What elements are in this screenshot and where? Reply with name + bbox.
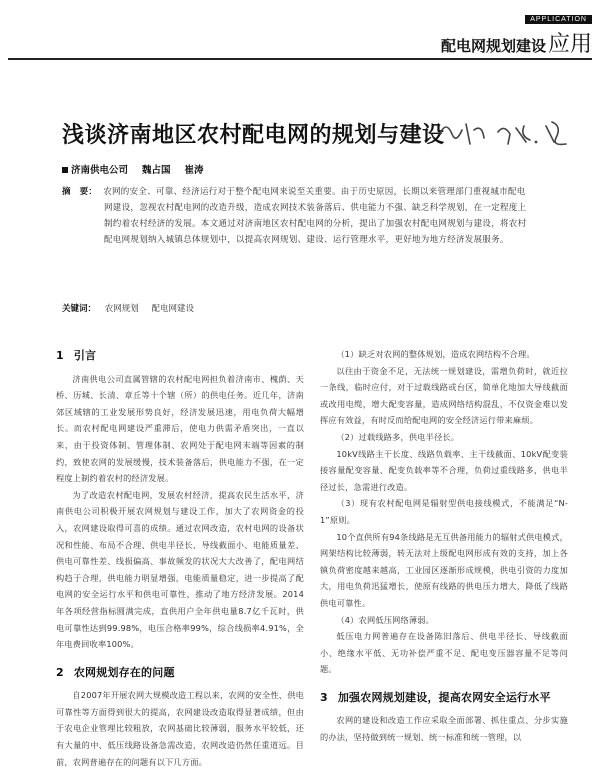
paragraph: 为了改造农村配电网，发展农村经济，提高农民生活水平，济南供电公司积极开展农网规划与建设工作，加大了农网资金的投入，农网建设取得可喜的成绩。通过农网改造，农村电网的设备状况和性能、布局不合理、供电半径长、导线截面小、电能质量差、供电可靠性差、线损偏高、事故频发的状况大大改善了，配电网结构趋于合理，供电能力明显增强，电能质量稳定，进一步提高了配电网的安全运行水平和供电可靠性，推动了地方经济发展。2014年各项经营指标圆满完成，直供用户全年供电量8.7亿千瓦时，供电可靠性达到99.98%，电压合格率99%，综合线损率4.91%，全年电费回收率100%。 [56,489,304,650]
bullet-square-icon [62,167,68,173]
paragraph: 10kV线路主干长度、线路负载率、主干线截面、10kV配变装接容量配变容量、配变负载率等不合理，负荷过重线路多，供电半径过长，急需进行改造。 [320,448,568,492]
paragraph: 10个直供所有94条线路是无互供备用能力的辐射式供电模式，网架结构比较薄弱，转无法对上级配电网形成有效的支持，加上各镇负荷密度越来越高，工业园区逐渐形成规模，供电引资的力度加大，用电负荷迅猛增长，使原有线路的供电压力增大，降低了线路供电可靠性。 [320,531,568,608]
section-heading: 3 加强农网规划建设，提高农网安全运行水平 [320,690,551,704]
paragraph: 济南供电公司直属管辖的农村配电网担负着济南市、槐荫、天桥、历城、长清、章丘等十个辖（所）的供电任务。近几年，济南郊区域辖的工业发展形势良好，经济发展迅速，用电负荷大幅增长。而农村配电网建设严重滞后，使电力供需矛盾突出，一直以来，由于投资体制、管理体制、农网处于配电网末端等因素的制约，致使农网的发展缓慢，技术装备落后，供电能力不强，在一定程度上制约着农村的经济发展。 [56,373,304,484]
section-title-suffix: 应用 [547,32,592,57]
section-title-main: 配电网规划建设 [440,37,546,55]
paragraph: 农网的建设和改造工作应采取全面部署、抓住重点、分步实施的办法，坚持做到统一规划、统一标准和统一管理，以 [320,715,568,743]
abstract-text: 农网的安全、可靠、经济运行对于整个配电网来说至关重要。由于历史原因，长期以来管理部门重视城市配电网建设，忽视农村配电网的改造升级，造成农网技术装备落后、供电能力不强、缺乏科学规划，在一定程度上制约着农村经济的发展。本文通过对济南地区农村配电网的分析，提出了加强农村配电网规划与建设，将农村配电网规划纳入城镇总体规划中，以提高农网规划、建设、运行管理水平，更好地为地方经济发展服务。 [103,187,527,245]
section-heading: 1 引言 [56,349,97,362]
paragraph: （2）过载线路多，供电半径长。 [336,431,460,442]
header-divider [8,58,592,60]
paragraph: （1）缺乏对农网的整体规划，造成农网结构不合理。 [336,349,535,359]
paragraph: 自2007年开展农网大规模改造工程以来，农网的安全性、供电可靠性等方面得到很大的提高，农网建设改造取得显著成绩，但由于农电企业管理比较粗放，农网基础比较薄弱，服务水平较低，还有大量的中、低压线路设备急需改造，农网改造仍然任重道远。目前，农网普遍存在的问题有以下几方面。 [56,690,304,767]
section-title [441,27,592,58]
keywords-label: 关键词： [62,304,97,314]
keyword: 配电网建设 [151,304,194,314]
series-label-en: APPLICATION [525,15,592,24]
keyword: 农网规划 [104,304,139,314]
paragraph: 低压电力网普遍存在设备陈旧落后、供电半径长、导线截面小、绝缘水平低、无功补偿严重不足、配电变压器容量不足等问题。 [320,631,568,675]
author-name: 崔涛 [184,165,204,176]
journal-header [441,6,592,58]
keywords [62,302,204,314]
affiliation: 济南供电公司 [62,162,128,176]
section-heading: 2 农网规划存在的问题 [56,665,175,679]
author-line [62,162,204,176]
article-title: 浅谈济南地区农村配电网的规划与建设 [62,122,445,148]
left-column [56,346,304,770]
paragraph: （4）农网低压网络薄弱。 [336,614,435,625]
author-name: 魏占国 [142,165,171,176]
handwritten-annotation [436,112,576,154]
right-column [320,346,568,746]
abstract-label: 摘 要： [62,187,98,197]
paragraph: 以往由于资金不足，无法统一规划建设，需增负荷时，就近拉一条线，临时应付，对于过载线路或台区，简单化地加大导线截面或改用电缆，增大配变容量，造成网络结构混乱，不仅资金难以发挥应有效益，有时反而给配电网的安全经济运行带来麻烦。 [320,365,568,426]
abstract [62,184,532,248]
paragraph: （3）现有农村配电网是辐射型供电接线模式，不能满足“N-1”原则。 [320,498,568,525]
